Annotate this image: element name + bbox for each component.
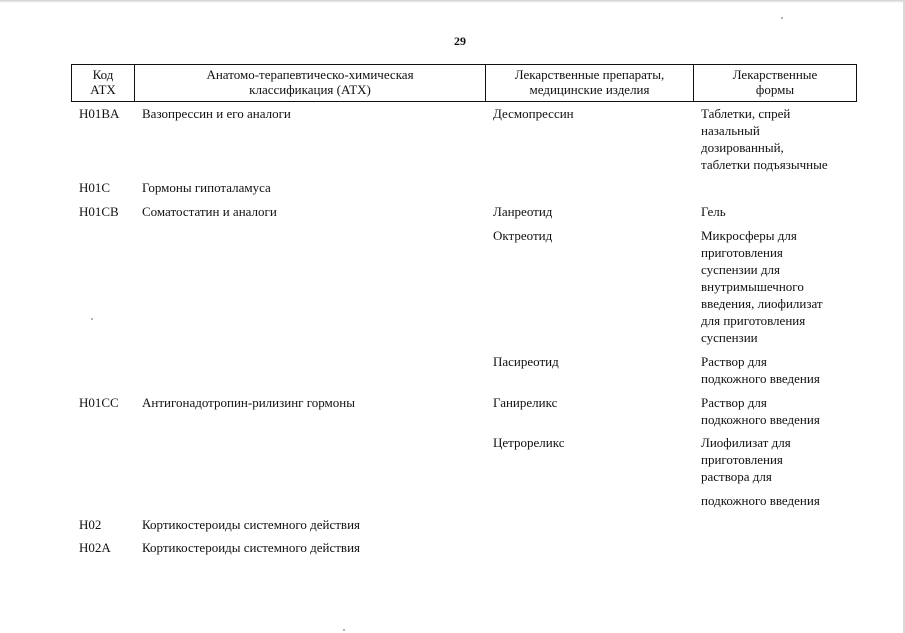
row-form-line: подкожного введения bbox=[701, 493, 820, 508]
row-form-line: Таблетки, спрей bbox=[701, 106, 791, 121]
row-name: Вазопрессин и его аналоги bbox=[142, 106, 291, 121]
scan-speck bbox=[343, 629, 345, 631]
row-form-line: Микросферы для bbox=[701, 228, 797, 243]
row-name: Антигонадотропин-рилизинг гормоны bbox=[142, 395, 355, 410]
row-drug: Десмопрессин bbox=[493, 106, 574, 121]
row-name: Кортикостероиды системного действия bbox=[142, 540, 361, 555]
header-code: Код АТХ bbox=[72, 65, 135, 101]
row-code: H02A bbox=[79, 540, 111, 555]
page-number: 29 bbox=[454, 34, 466, 48]
header-drugs: Лекарственные препараты, медицинские изделия bbox=[486, 65, 694, 101]
row-code: H01BA bbox=[79, 106, 120, 121]
row-form-line: приготовления bbox=[701, 452, 783, 467]
row-code: H02 bbox=[79, 517, 102, 532]
row-drug: Пасиреотид bbox=[493, 354, 559, 369]
row-name: Гормоны гипоталамуса bbox=[142, 180, 271, 195]
row-form-line: суспензии bbox=[701, 330, 758, 345]
row-form-line: внутримышечного bbox=[701, 279, 804, 294]
row-code: H01CB bbox=[79, 204, 119, 219]
scan-speck bbox=[781, 17, 783, 19]
row-name: Кортикостероиды системного действия bbox=[142, 517, 361, 532]
row-code: H01C bbox=[79, 180, 111, 195]
row-form-line: подкожного введения bbox=[701, 412, 820, 427]
row-drug: Октреотид bbox=[493, 228, 553, 243]
header-forms: Лекарственные формы bbox=[732, 67, 818, 97]
row-code: H01CC bbox=[79, 395, 119, 410]
row-form-line: введения, лиофилизат bbox=[701, 296, 823, 311]
row-drug: Ганиреликс bbox=[493, 395, 558, 410]
row-drug: Ланреотид bbox=[493, 204, 553, 219]
row-form-line: раствора для bbox=[701, 469, 772, 484]
row-form-line: таблетки подъязычные bbox=[701, 157, 828, 172]
row-form-line: назальный bbox=[701, 123, 760, 138]
scan-edge-top bbox=[0, 0, 905, 3]
row-form-line: приготовления bbox=[701, 245, 783, 260]
row-drug: Цетрореликс bbox=[493, 435, 565, 450]
row-name: Соматостатин и аналоги bbox=[142, 204, 277, 219]
row-form-line: Гель bbox=[701, 204, 726, 219]
row-form-line: суспензии для bbox=[701, 262, 780, 277]
row-form-line: Раствор для bbox=[701, 395, 767, 410]
row-form-line: для приготовления bbox=[701, 313, 806, 328]
table-header bbox=[71, 64, 857, 102]
scan-speck bbox=[91, 318, 93, 320]
row-form-line: Раствор для bbox=[701, 354, 767, 369]
row-form-line: дозированный, bbox=[701, 140, 784, 155]
row-form-line: подкожного введения bbox=[701, 371, 820, 386]
row-form-line: Лиофилизат для bbox=[701, 435, 791, 450]
header-classification: Анатомо-терапевтическо-химическая классификация (АТХ) bbox=[135, 65, 486, 101]
